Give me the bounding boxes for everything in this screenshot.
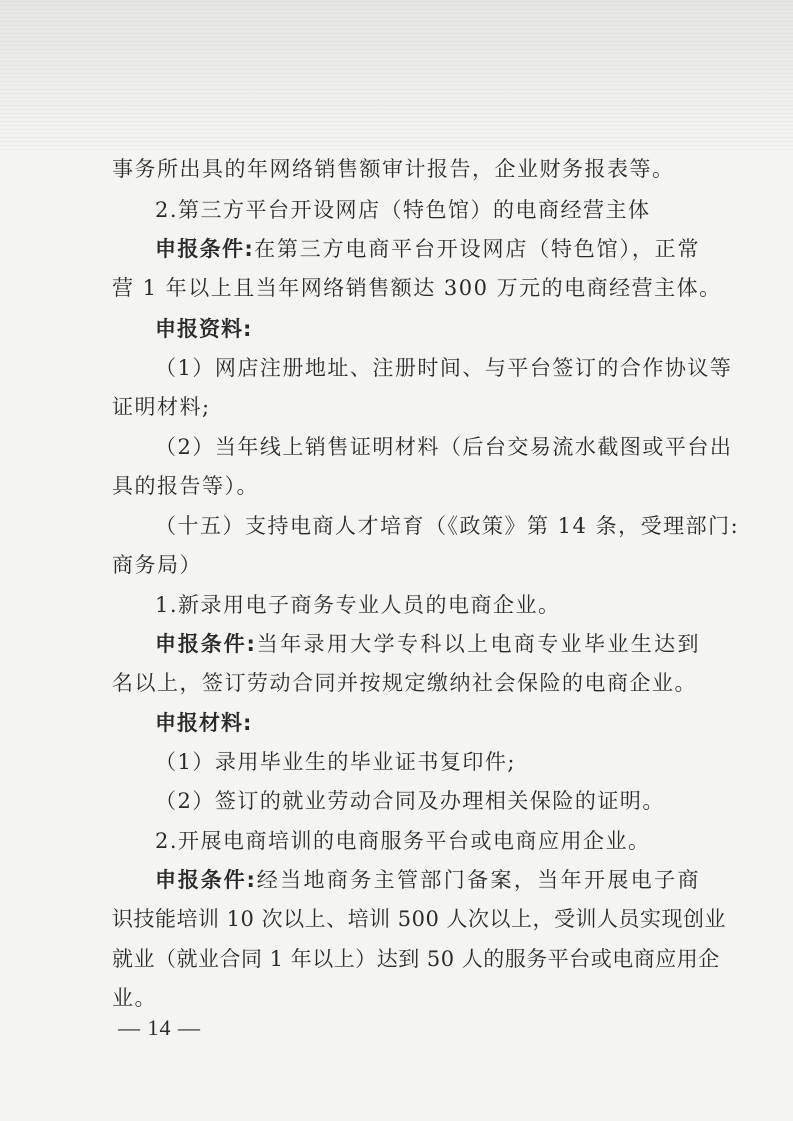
section-heading: （十五）支持电商人才培育（《政策》第 14 条，受理部门: xyxy=(155,514,740,538)
conditions-text: 经当地商务主管部门备案，当年开展电子商 xyxy=(255,868,700,892)
text-line: 具的报告等）。 xyxy=(112,474,259,498)
conditions-label: 申报条件: xyxy=(155,632,256,656)
text-line: 就业（就业合同 1 年以上）达到 50 人的服务平台或电商应用企 xyxy=(112,947,720,971)
conditions-paragraph xyxy=(155,629,700,659)
list-item: （2）当年线上销售证明材料（后台交易流水截图或平台出 xyxy=(155,435,733,459)
text-line: 商务局） xyxy=(112,553,202,577)
conditions-label: 申报条件: xyxy=(155,237,254,261)
text-line: 证明材料; xyxy=(112,395,211,419)
section-heading: 2.开展电商培训的电商服务平台或电商应用企业。 xyxy=(155,829,651,853)
text-line: 事务所出具的年网络销售额审计报告，企业财务报表等。 xyxy=(112,157,675,181)
section-heading: 1.新录用电子商务专业人员的电商企业。 xyxy=(155,593,561,617)
conditions-text: 当年录用大学专科以上电商专业毕业生达到 xyxy=(255,632,700,656)
materials-label: 申报材料: xyxy=(155,711,253,735)
conditions-paragraph xyxy=(155,865,700,895)
conditions-paragraph xyxy=(155,234,700,264)
section-heading: 2.第三方平台开设网店（特色馆）的电商经营主体 xyxy=(155,198,651,222)
list-item: （1）网店注册地址、注册时间、与平台签订的合作协议等 xyxy=(155,356,733,380)
text-line: 业。 xyxy=(112,986,157,1010)
text-line: 识技能培训 10 次以上、培训 500 人次以上，受训人员实现创业 xyxy=(112,907,727,931)
list-item: （2）签订的就业劳动合同及办理相关保险的证明。 xyxy=(155,789,665,813)
list-item: （1）录用毕业生的毕业证书复印件; xyxy=(155,750,516,774)
text-line: 名以上，签订劳动合同并按规定缴纳社会保险的电商企业。 xyxy=(112,671,697,695)
conditions-text: 在第三方电商平台开设网店（特色馆），正常 xyxy=(253,237,700,261)
text-line: 营 1 年以上且当年网络销售额达 300 万元的电商经营主体。 xyxy=(112,276,722,300)
conditions-label: 申报条件: xyxy=(155,868,256,892)
materials-label: 申报资料: xyxy=(155,317,253,341)
page-number: — 14 — xyxy=(118,1015,201,1040)
